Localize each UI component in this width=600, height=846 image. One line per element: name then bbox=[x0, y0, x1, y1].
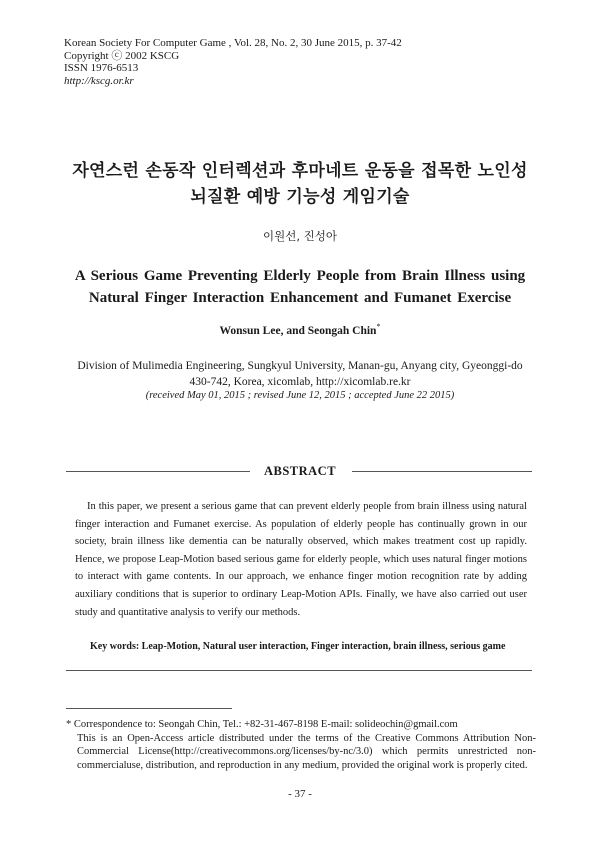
license-note: This is an Open-Access article distributed under the terms of the Creative Commons Attribution Non-Commercial License(http://creativecommons.org/licenses/by-nc/3.0) which permits unrestricted non-commercialuse, distribution, and reproduction in any medium, provided the original work is properly cited. bbox=[77, 732, 536, 771]
journal-url[interactable]: http://kscg.or.kr bbox=[64, 74, 134, 87]
abstract-text: In this paper, we present a serious game that can prevent elderly people from brain illness using natural finger interaction and Fumanet exercise. As population of elderly people has continually grown in our society, brain illness like dementia can be naturally observed, which makes treatment cost up rapidly. Hence, we propose Leap-Motion based serious game for elderly people, which uses natural finger motions to interact with game contents. In our approach, we enhance finger motion recognition rate by adding auxiliary conditions that is superior to ordinary Leap-Motion APIs. Finally, we have also carried out user study and quantitative analysis to verify our methods. bbox=[75, 501, 527, 618]
affiliation-line-1: Division of Mulimedia Engineering, Sungkyul University, Manan-gu, Anyang city, Gyeonggi-do bbox=[77, 360, 523, 372]
english-authors bbox=[0, 322, 600, 337]
page-number: - 37 - bbox=[288, 788, 312, 800]
journal-issn: ISSN 1976-6513 bbox=[64, 62, 139, 74]
journal-header bbox=[64, 37, 402, 87]
korean-title-line-1: 자연스런 손동작 인터렉션과 후마네트 운동을 접목한 노인성 bbox=[72, 161, 528, 181]
section-divider bbox=[66, 670, 532, 671]
affiliation bbox=[40, 358, 560, 390]
journal-copyright: Copyright ⓒ 2002 KSCG bbox=[64, 49, 180, 62]
korean-authors: 이원선, 진성아 bbox=[263, 229, 337, 243]
affiliation-line-2: 430-742, Korea, xicomlab, http://xicomlab.re.kr bbox=[189, 376, 411, 388]
footnote bbox=[66, 718, 536, 772]
abstract-body bbox=[75, 498, 527, 621]
journal-citation: Korean Society For Computer Game , Vol. 28, No. 2, 30 June 2015, p. 37-42 bbox=[64, 37, 402, 49]
korean-title bbox=[20, 158, 580, 210]
abstract-divider-right bbox=[352, 471, 532, 472]
footnote-divider bbox=[66, 708, 232, 709]
english-title bbox=[20, 265, 580, 309]
keywords: Key words: Leap-Motion, Natural user interaction, Finger interaction, brain illness, serious game bbox=[90, 641, 506, 652]
received-dates: (received May 01, 2015 ; revised June 12, 2015 ; accepted June 22 2015) bbox=[145, 390, 455, 401]
abstract-heading: ABSTRACT bbox=[263, 464, 337, 478]
corresponding-author-mark: * bbox=[376, 322, 381, 331]
correspondence-note: * Correspondence to: Seongah Chin, Tel.: +82-31-467-8198 E-mail: solideochin@gmail.com bbox=[66, 719, 458, 730]
english-authors-names: Wonsun Lee, and Seongah Chin bbox=[219, 324, 377, 337]
korean-title-line-2: 뇌질환 예방 기능성 게임기술 bbox=[190, 187, 410, 207]
english-title-line-2: Natural Finger Interaction Enhancement and Fumanet Exercise bbox=[88, 290, 512, 306]
english-title-line-1: A Serious Game Preventing Elderly People from Brain Illness using bbox=[74, 268, 526, 284]
